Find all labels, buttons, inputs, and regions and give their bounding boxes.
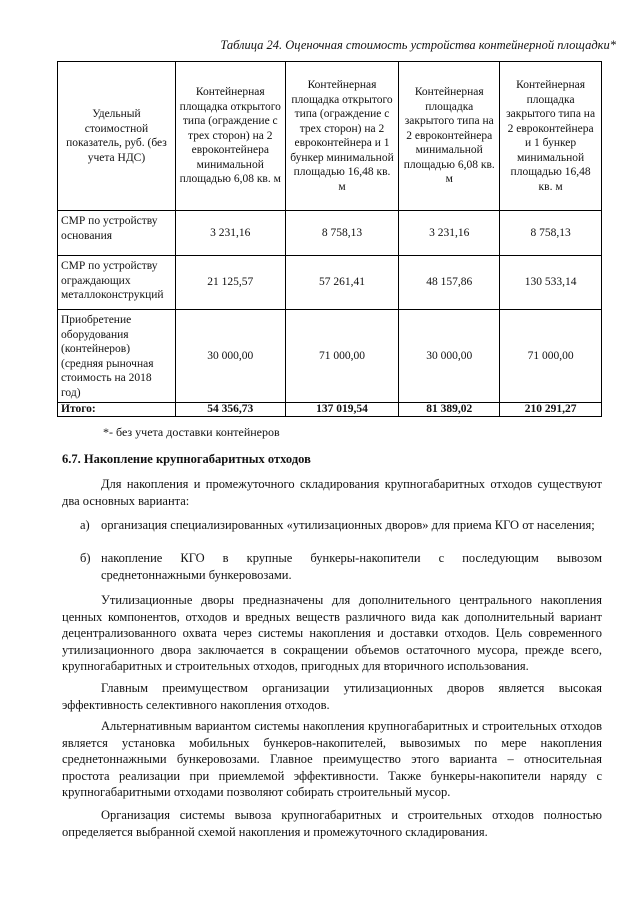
cell-value: 8 758,13 bbox=[285, 211, 399, 256]
table-row bbox=[58, 211, 602, 256]
cell-value: 21 125,57 bbox=[175, 256, 285, 310]
section-title: 6.7. Накопление крупногабаритных отходов bbox=[62, 452, 311, 466]
total-label: Итого: bbox=[58, 403, 176, 417]
cell-value: 3 231,16 bbox=[399, 211, 500, 256]
paragraph: Главным преимуществом организации утилизационных дворов является высокая эффективность селективного накопления отходов. bbox=[62, 681, 602, 712]
paragraph: Утилизационные дворы предназначены для дополнительного центрального накопления ценных компонентов, отходов и вредных веществ различного вида как дополнительный вариант децентрализованного охвата через системы накопления и доставки отходов. Цель современного утилизационного двора заключается в сокращении объемов остаточного мусора, прежде всего, крупногабаритных и строительных отходов, пригодных для вторичного использования. bbox=[62, 593, 602, 673]
header-cell-indicator: Удельный стоимостной показатель, руб. (без учета НДС) bbox=[58, 62, 176, 211]
cell-value: 30 000,00 bbox=[399, 310, 500, 403]
cost-table bbox=[57, 61, 602, 417]
cell-value: 30 000,00 bbox=[175, 310, 285, 403]
header-cell-col4: Контейнерная площадка закрытого типа на 2 евроконтейнера и 1 бункер минимальной площадью 16,48 кв. м bbox=[500, 62, 602, 211]
intro-paragraph: Для накопления и промежуточного складирования крупногабаритных отходов существуют два основных варианта: bbox=[62, 477, 602, 508]
cell-value: 71 000,00 bbox=[500, 310, 602, 403]
cell-value: 130 533,14 bbox=[500, 256, 602, 310]
table-header-row bbox=[58, 62, 602, 211]
table-row bbox=[58, 310, 602, 403]
row-label: Приобретение оборудования (контейнеров) (средняя рыночная стоимость на 2018 год) bbox=[58, 310, 176, 403]
cell-value: 3 231,16 bbox=[175, 211, 285, 256]
row-label: СМР по устройству ограждающих металлоконструкций bbox=[58, 256, 176, 310]
header-cell-col3: Контейнерная площадка закрытого типа на 2 евроконтейнера минимальной площадью 6,08 кв. м bbox=[399, 62, 500, 211]
header-cell-col2: Контейнерная площадка открытого типа (ограждение с трех сторон) на 2 евроконтейнера и 1 бункер минимальной площадью 16,48 кв. м bbox=[285, 62, 399, 211]
list-marker: б) bbox=[80, 551, 91, 565]
table-total-row bbox=[58, 403, 602, 417]
table-row bbox=[58, 256, 602, 310]
list-marker: а) bbox=[80, 518, 90, 532]
cell-value: 8 758,13 bbox=[500, 211, 602, 256]
cell-value: 71 000,00 bbox=[285, 310, 399, 403]
header-cell-col1: Контейнерная площадка открытого типа (ограждение с трех сторон) на 2 евроконтейнера минимальной площадью 6,08 кв. м bbox=[175, 62, 285, 211]
total-value: 210 291,27 bbox=[500, 403, 602, 417]
total-value: 54 356,73 bbox=[175, 403, 285, 417]
list-item-text: организация специализированных «утилизационных дворов» для приема КГО от населения; bbox=[101, 518, 595, 532]
paragraph: Альтернативным вариантом системы накопления крупногабаритных и строительных отходов является установка мобильных бункеров-накопителей, вывозимых по мере накопления среднетоннажными бункеровозами. Главное преимущество этого варианта – относительная простота реализации при приемлемой эффективности. Также бункеры-накопители наряду с крупногабаритными отходами позволяют собирать строительный мусор. bbox=[62, 719, 602, 799]
table-caption: Таблица 24. Оценочная стоимость устройства контейнерной площадки* bbox=[220, 38, 616, 52]
total-value: 137 019,54 bbox=[285, 403, 399, 417]
cell-value: 48 157,86 bbox=[399, 256, 500, 310]
paragraph: Организация системы вывоза крупногабаритных и строительных отходов полностью определяется выбранной схемой накопления и промежуточного складирования. bbox=[62, 808, 602, 839]
list-item bbox=[62, 550, 602, 583]
cell-value: 57 261,41 bbox=[285, 256, 399, 310]
total-value: 81 389,02 bbox=[399, 403, 500, 417]
row-label: СМР по устройству основания bbox=[58, 211, 176, 256]
list-item-text: накопление КГО в крупные бункеры-накопители с последующим вывозом среднетоннажными бункеровозами. bbox=[101, 551, 602, 582]
list-item bbox=[62, 517, 602, 534]
table-footnote: *- без учета доставки контейнеров bbox=[103, 425, 280, 439]
